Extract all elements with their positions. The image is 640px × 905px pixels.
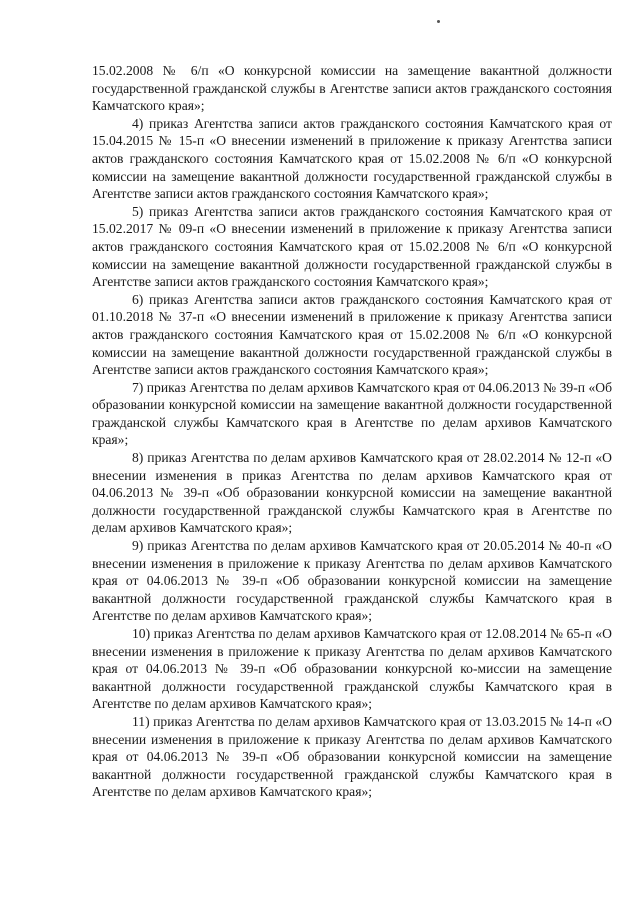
list-item-10: 10) приказ Агентства по делам архивов Камчатского края от 12.08.2014 № 65-п «О внесении изменения в приложение к приказу Агентства по делам архивов Камчатского края от 04.06.2013 № 39-п «Об образовании конкурсной ко-миссии на замещение вакантной должности государственной гражданской службы Камчатского края в Агентстве по делам архивов Камчатского края»;: [92, 626, 612, 712]
list-item-4: 4) приказ Агентства записи актов гражданского состояния Камчатского края от 15.04.2015 № 15-п «О внесении изменений в приложение к приказу Агентства записи актов гражданского состояния Камчатского края от 15.02.2008 № 6/п «О конкурсной комиссии на замещение вакантной должности государственной гражданской службы в Агентстве записи актов гражданского состояния Камчатского края»;: [92, 115, 612, 202]
list-item-11: 11) приказ Агентства по делам архивов Камчатского края от 13.03.2015 № 14-п «О внесении изменения в приложение к приказу Агентства по делам архивов Камчатского края от 04.06.2013 № 39-п «Об образовании конкурсной комиссии на замещение вакантной должности государственной гражданской службы Камчатского края в Агентстве по делам архивов Камчатского края»;: [92, 713, 612, 800]
list-item-6: 6) приказ Агентства записи актов гражданского состояния Камчатского края от 01.10.2018 № 37-п «О внесении изменений в приложение к приказу Агентства записи актов гражданского состояния Камчатского края от 15.02.2008 № 6/п «О конкурсной комиссии на замещение вакантной должности государственной гражданской службы в Агентстве записи актов гражданского состояния Камчатского края»;: [92, 291, 612, 378]
list-item-9: 9) приказ Агентства по делам архивов Камчатского края от 20.05.2014 № 40-п «О внесении изменения в приложение к приказу Агентства по делам архивов Камчатского края от 04.06.2013 № 39-п «Об образовании конкурсной комиссии на замещение вакантной должности государственной гражданской службы Камчатского края в Агентстве по делам архивов Камчатского края»;: [92, 538, 612, 624]
list-item-5: 5) приказ Агентства записи актов гражданского состояния Камчатского края от 15.02.2017 № 09-п «О внесении изменений в приложение к приказу Агентства записи актов гражданского состояния Камчатского края от 15.02.2008 № 6/п «О конкурсной комиссии на замещение вакантной должности государственной гражданской службы в Агентстве записи актов гражданского состояния Камчатского края»;: [92, 203, 612, 290]
list-item-7: 7) приказ Агентства по делам архивов Камчатского края от 04.06.2013 № 39-п «Об образовании конкурсной комиссии на замещение вакантной должности государственной гражданской службы Камчатского края в Агентстве по делам архивов Камчатского края»;: [92, 379, 612, 448]
list-item-8: 8) приказ Агентства по делам архивов Камчатского края от 28.02.2014 № 12-п «О внесении изменения в приказ Агентства по делам архивов Камчатского края от 04.06.2013 № 39-п «Об образовании конкурсной комиссии на замещение вакантной должности государственной гражданской службы Камчатского края в Агентстве по делам архивов Камчатского края»;: [92, 450, 612, 536]
paragraph-continuation: 15.02.2008 № 6/п «О конкурсной комиссии на замещение вакантной должности государственной гражданской службы в Агентстве записи актов гражданского состояния Камчатского края»;: [92, 63, 612, 114]
document-body: [92, 62, 612, 801]
scan-speck: [437, 20, 440, 23]
